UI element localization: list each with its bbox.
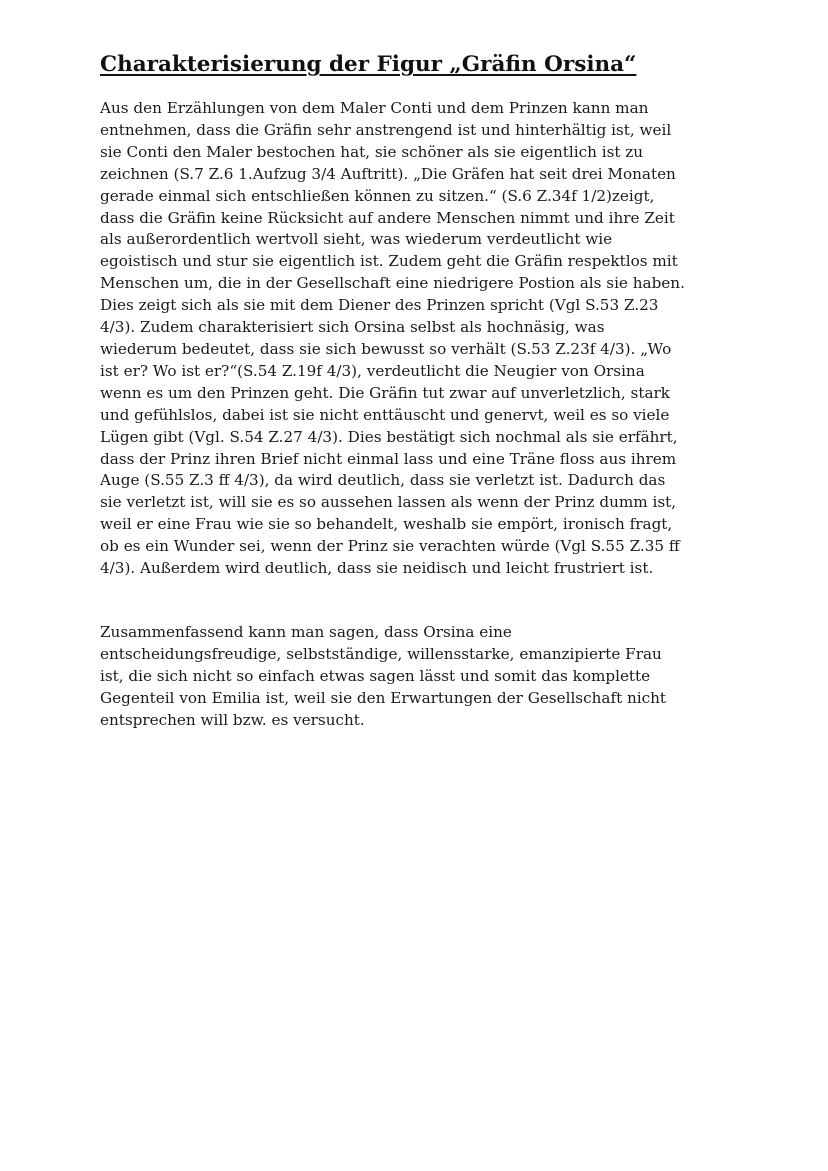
text-line: dass der Prinz ihren Brief nicht einmal lass und eine Träne floss aus ihrem: [100, 449, 677, 468]
text-line: zeichnen (S.7 Z.6 1.Aufzug 3/4 Auftritt). „Die Gräfen hat seit drei Monaten: [100, 164, 676, 183]
text-line: als außerordentlich wertvoll sieht, was wiederum verdeutlicht wie: [100, 230, 613, 249]
text-line: Dies zeigt sich als sie mit dem Diener des Prinzen spricht (Vgl S.53 Z.23: [100, 296, 659, 315]
text-line: egoistisch und stur sie eigentlich ist. Zudem geht die Gräfin respektlos mit: [100, 252, 678, 271]
text-line: wiederum bedeutet, dass sie sich bewusst so verhält (S.53 Z.23f 4/3). „Wo: [100, 339, 672, 358]
text-line: Menschen um, die in der Gesellschaft eine niedrigere Postion als sie haben.: [100, 274, 685, 293]
text-line: 4/3). Zudem charakterisiert sich Orsina selbst als hochnäsig, was: [100, 318, 605, 337]
text-line: dass die Gräfin keine Rücksicht auf andere Menschen nimmt und ihre Zeit: [100, 208, 675, 227]
text-line: Zusammenfassend kann man sagen, dass Orsina eine: [100, 623, 512, 641]
summary-paragraph: [100, 622, 666, 732]
text-line: ist, die sich nicht so einfach etwas sagen lässt und somit das komplette: [100, 666, 651, 685]
document-title: Charakterisierung der Figur „Gräfin Orsina“: [100, 52, 637, 77]
text-line: sie verletzt ist, will sie es so aussehen lassen als wenn der Prinz dumm ist,: [100, 493, 677, 512]
body-paragraph-characterization: [100, 98, 685, 580]
text-line: weil er eine Frau wie sie so behandelt, weshalb sie empört, ironisch fragt,: [100, 515, 673, 534]
text-line: ist er? Wo ist er?“(S.54 Z.19f 4/3), verdeutlicht die Neugier von Orsina: [100, 361, 645, 380]
text-line: ob es ein Wunder sei, wenn der Prinz sie verachten würde (Vgl S.55 Z.35 ff: [100, 537, 680, 556]
text-line: Aus den Erzählungen von dem Maler Conti und dem Prinzen kann man: [100, 99, 649, 117]
text-line: wenn es um den Prinzen geht. Die Gräfin tut zwar auf unverletzlich, stark: [100, 383, 670, 402]
text-line: entscheidungsfreudige, selbstständige, willensstarke, emanzipierte Frau: [100, 644, 662, 663]
text-line: Auge (S.55 Z.3 ff 4/3), da wird deutlich, dass sie verletzt ist. Dadurch das: [100, 471, 666, 490]
text-line: Lügen gibt (Vgl. S.54 Z.27 4/3). Dies bestätigt sich nochmal als sie erfährt,: [100, 427, 678, 446]
text-line: sie Conti den Maler bestochen hat, sie schöner als sie eigentlich ist zu: [100, 142, 644, 161]
text-line: Gegenteil von Emilia ist, weil sie den Erwartungen der Gesellschaft nicht: [100, 688, 667, 707]
text-line: gerade einmal sich entschließen können zu sitzen.“ (S.6 Z.34f 1/2)zeigt,: [100, 186, 655, 205]
text-line: 4/3). Außerdem wird deutlich, dass sie neidisch und leicht frustriert ist.: [100, 559, 654, 578]
text-line: und gefühlslos, dabei ist sie nicht enttäuscht und genervt, weil es so viele: [100, 405, 670, 424]
text-line: entnehmen, dass die Gräfin sehr anstrengend ist und hinterhältig ist, weil: [100, 120, 672, 139]
text-line: entsprechen will bzw. es versucht.: [100, 710, 365, 729]
